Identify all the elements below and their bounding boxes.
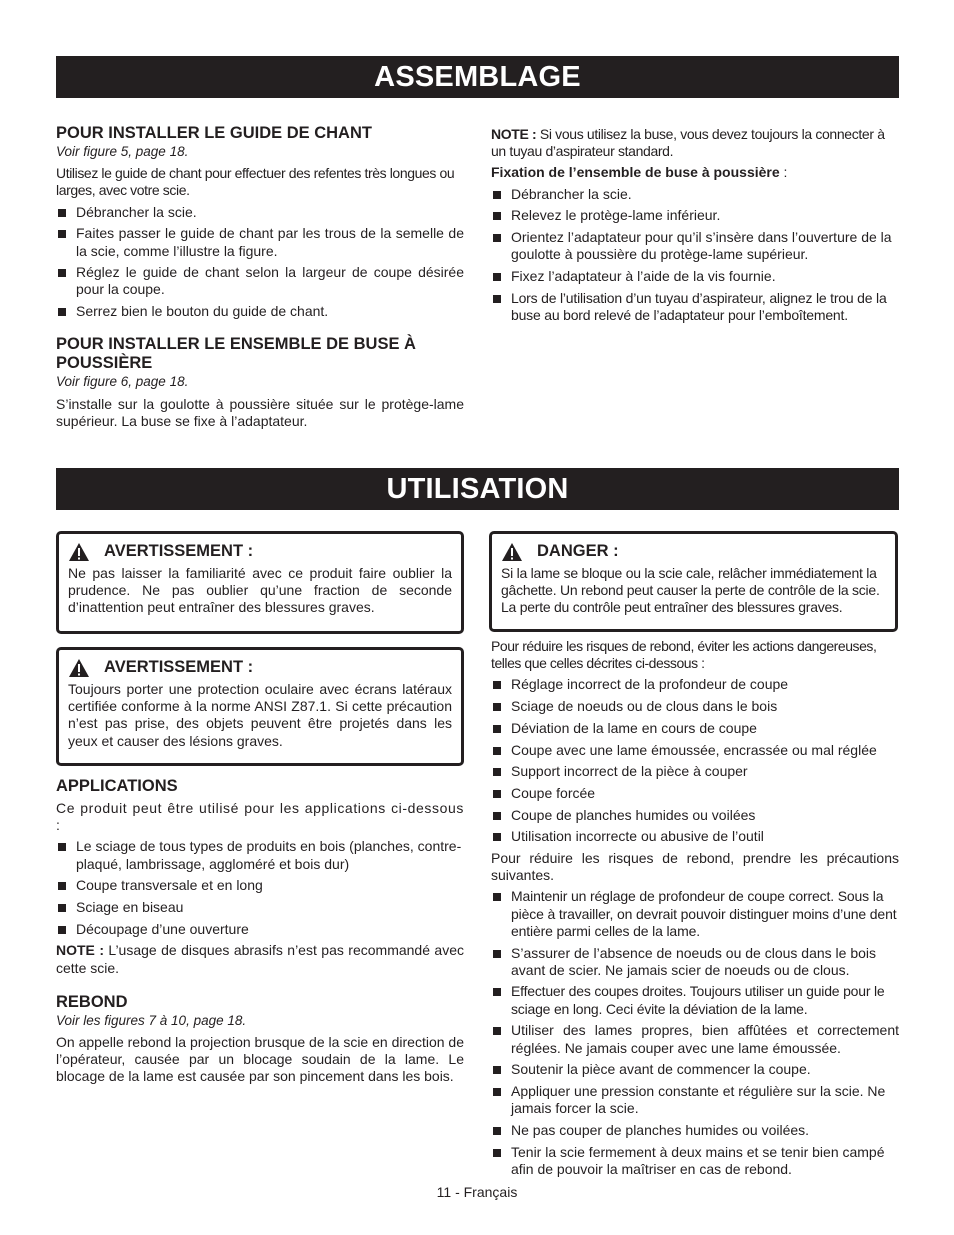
list-item: Réglez le guide de chant selon la largeur de coupe désirée pour la coupe. (56, 264, 464, 298)
list-item: Effectuer des coupes droites. Toujours utiliser un guide pour le sciage en long. Ceci évite la déviation de la lame. (491, 983, 899, 1017)
list-item: Faites passer le guide de chant par les trous de la semelle de la scie, comme l’illustre la figure. (56, 225, 464, 259)
list-item: Ne pas couper de planches humides ou voilées. (491, 1122, 899, 1139)
fixation-heading (491, 164, 899, 181)
list-item: Sciage de noeuds ou de clous dans le bois (491, 698, 899, 715)
list-item: Coupe forcée (491, 785, 899, 802)
list-item: Déviation de la lame en cours de coupe (491, 720, 899, 737)
list-item: Serrez bien le bouton du guide de chant. (56, 303, 464, 320)
assemblage-right-column (491, 126, 899, 329)
list-item: Utiliser des lames propres, bien affûtées et correctement réglées. Ne jamais couper avec une lame émoussée. (491, 1022, 899, 1056)
paragraph: Pour réduire les risques de rebond, éviter les actions dangereuses, telles que celles décrites ci-dessous : (491, 638, 877, 672)
warning-title (68, 658, 452, 678)
list-item: Coupe de planches humides ou voilées (491, 807, 899, 824)
figure-ref: Voir les figures 7 à 10, page 18. (56, 1012, 247, 1028)
bullet-list (56, 838, 464, 938)
fixation-label: Fixation de l’ensemble de buse à poussière (491, 164, 780, 181)
danger-text: Si la lame se bloque ou la scie cale, relâcher immédiatement la gâchette. Un rebond peut causer la perte de contrôle de la scie. La perte du contrôle peut entraîner des blessures graves. (501, 565, 880, 616)
warning-triangle-icon (68, 658, 90, 678)
warning-triangle-icon (68, 542, 90, 562)
assemblage-left-column (56, 124, 464, 434)
page-footer: 11 - Français (436, 1184, 518, 1200)
list-item: Appliquer une pression constante et régulière sur la scie. Ne jamais forcer la scie. (491, 1083, 899, 1117)
warning-box-familiarite (56, 531, 464, 634)
section-title-buse-poussiere: POUR INSTALLER LE ENSEMBLE DE BUSE À POUSSIÈRE (56, 335, 416, 373)
list-item: Orientez l’adaptateur pour qu’il s’insère dans l’ouverture de la goulotte à poussière du protège-lame supérieur. (491, 229, 899, 263)
paragraph: On appelle rebond la projection brusque de la scie en direction de l’opérateur, causée par un blocage soudain de la lame. Le blocage de la lame est causée par son pincement dans les bois. (56, 1034, 464, 1085)
bullet-list (491, 676, 899, 845)
warning-box-protection (56, 647, 464, 766)
list-item: Relevez le protège-lame inférieur. (491, 207, 899, 224)
danger-title-text: DANGER : (537, 542, 619, 561)
note-text: Si vous utilisez la buse, vous devez toujours la connecter à un tuyau d’aspirateur standard. (491, 126, 885, 160)
list-item: Découpage d’une ouverture (56, 921, 464, 938)
bullet-list (56, 204, 464, 321)
paragraph: S’installe sur la goulotte à poussière située sur le protège-lame supérieur. La buse se fixe à l’adaptateur. (56, 395, 464, 429)
list-item: Le sciage de tous types de produits en bois (planches, contre-plaqué, lambrissage, aggloméré et bois dur) (56, 838, 464, 872)
paragraph: Ce produit peut être utilisé pour les applications ci-dessous : (56, 800, 464, 834)
warning-title-text: AVERTISSEMENT : (104, 658, 254, 677)
list-item: Support incorrect de la pièce à couper (491, 763, 899, 780)
list-item: Utilisation incorrecte ou abusive de l’outil (491, 828, 899, 845)
list-item: Maintenir un réglage de profondeur de coupe correct. Sous la pièce à travailler, on devrait pouvoir distinguer moins d’une dent entière parmi celles de la lame. (491, 888, 899, 940)
note-label: NOTE : (56, 942, 104, 959)
paragraph: Utilisez le guide de chant pour effectuer des refentes très longues ou larges, avec votre scie. (56, 165, 455, 199)
section-title-guide-chant: POUR INSTALLER LE GUIDE DE CHANT (56, 124, 372, 142)
assemblage-banner: ASSEMBLAGE (56, 56, 899, 98)
list-item: Lors de l’utilisation d’un tuyau d’aspirateur, alignez le trou de la buse au bord relevé de l’adaptateur pour l’emboîtement. (491, 290, 899, 324)
list-item: Sciage en biseau (56, 899, 464, 916)
figure-ref: Voir figure 5, page 18. (56, 144, 189, 159)
bullet-list (491, 888, 899, 1178)
section-title-applications: APPLICATIONS (56, 777, 178, 795)
figure-ref: Voir figure 6, page 18. (56, 374, 189, 390)
list-item: Fixez l’adaptateur à l’aide de la vis fournie. (491, 268, 899, 285)
warning-text: Toujours porter une protection oculaire avec écrans latéraux certifiée conforme à la norme ANSI Z87.1. Si cette précaution n’est pas prise, des objets peuvent être projetés dans les yeux et causer des lésions graves. (68, 681, 452, 749)
paragraph: Pour réduire les risques de rebond, prendre les précautions suivantes. (491, 850, 899, 884)
danger-box (489, 531, 898, 632)
list-item: Débrancher la scie. (56, 204, 464, 221)
note-paragraph (56, 942, 464, 976)
fixation-colon: : (779, 164, 788, 181)
list-item: Réglage incorrect de la profondeur de coupe (491, 676, 899, 693)
bullet-list (491, 186, 899, 324)
utilisation-right-column (491, 638, 899, 1182)
section-title-rebond: REBOND (56, 992, 128, 1011)
warning-triangle-icon (501, 542, 523, 562)
warning-title (68, 542, 452, 562)
utilisation-banner: UTILISATION (56, 468, 899, 510)
list-item: Débrancher la scie. (491, 186, 899, 203)
list-item: Tenir la scie fermement à deux mains et se tenir bien campé afin de pouvoir la maîtriser en cas de rebond. (491, 1144, 899, 1178)
warning-title-text: AVERTISSEMENT : (104, 542, 254, 561)
note-label: NOTE : (491, 126, 537, 142)
list-item: S’assurer de l’absence de noeuds ou de clous dans le bois avant de scier. Ne jamais scier de noeuds ou de clous. (491, 945, 899, 979)
note-paragraph (491, 126, 899, 160)
danger-title (501, 542, 886, 562)
warning-text: Ne pas laisser la familiarité avec ce produit faire oublier la prudence. Ne pas oublier qu’une fraction de seconde d’inattention peut entraîner des blessures graves. (68, 565, 452, 616)
list-item: Coupe transversale et en long (56, 877, 464, 894)
list-item: Soutenir la pièce avant de commencer la coupe. (491, 1061, 899, 1078)
note-text: L’usage de disques abrasifs n’est pas recommandé avec cette scie. (56, 942, 465, 976)
utilisation-left-column (56, 777, 464, 1090)
list-item: Coupe avec une lame émoussée, encrassée ou mal réglée (491, 742, 899, 759)
